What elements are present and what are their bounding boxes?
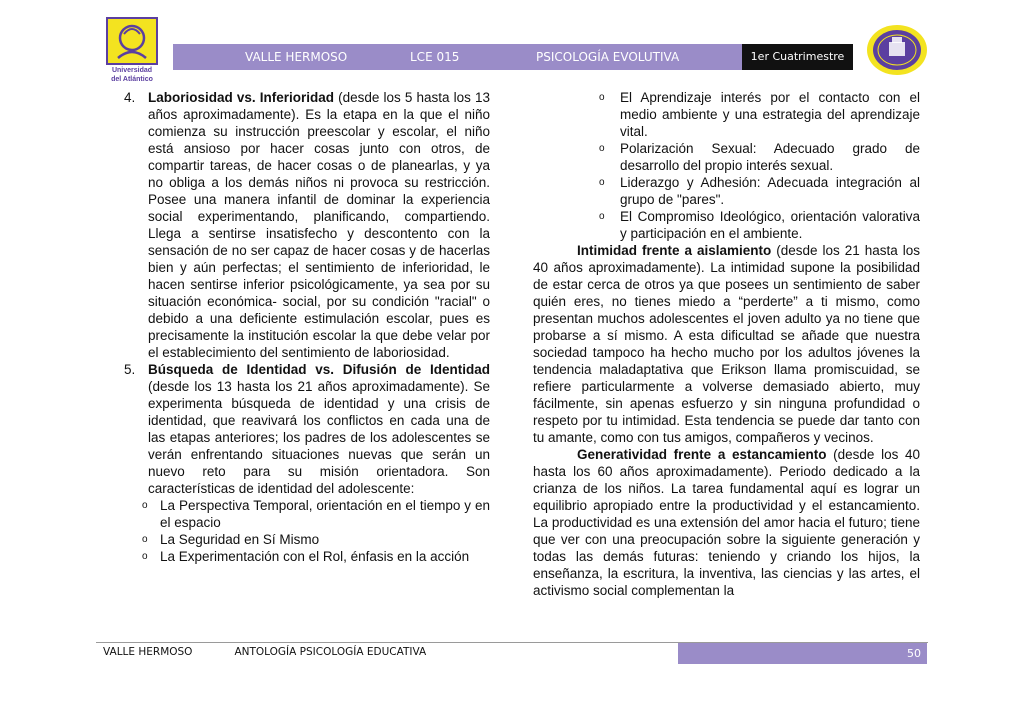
footer-campus: VALLE HERMOSO	[103, 646, 193, 658]
left-column	[118, 89, 490, 565]
footer-title: ANTOLOGÍA PSICOLOGÍA EDUCATIVA	[234, 646, 427, 658]
item-number: 5.	[124, 362, 136, 377]
circle-bullet-icon: o	[599, 92, 605, 103]
paragraph-generatividad	[533, 446, 920, 599]
sub-bullet: o El Compromiso Ideológico, orientación valorativa y participación en el ambiente.	[599, 209, 920, 241]
header-subject: PSICOLOGÍA EVOLUTIVA	[536, 50, 680, 64]
header-program: LCE 015	[410, 50, 460, 64]
item-title: Laboriosidad vs. Inferioridad	[148, 90, 334, 105]
circle-bullet-icon: o	[142, 534, 148, 545]
list-item-4	[118, 89, 490, 361]
right-column	[533, 89, 920, 599]
sub-bullet: o Liderazgo y Adhesión: Adecuada integración al grupo de "pares".	[599, 175, 920, 207]
circle-bullet-icon: o	[599, 211, 605, 222]
paragraph-text: (desde los 40 hasta los 60 años aproximadamente). Periodo dedicado a la crianza de los niños. La tarea fundamental aquí es lograr un equilibrio apropiado entre la productividad y el estancamiento. La productividad es una extensión del amor hacia el futuro; tiene que ver con una preocupación sobre la siguiente generación y todas las demás futuras: teniendo y criando los hijos, la enseñanza, la escritura, la inventiva, las ciencias y las artes, el activismo social complementan la	[533, 447, 920, 598]
paragraph-text: (desde los 21 hasta los 40 años aproximadamente). La intimidad supone la posibilidad de estar cerca de otros ya que posees un sentimiento de saber quién eres, no tienes miedo a “perderte” a ti mismo, como presentan muchos adolescentes el joven adulto ya no tiene que probarse a sí mismo. A esta dificultad se añade que nuestra sociedad tampoco ha hecho mucho por los adultos jóvenes la tendencia maladaptativa que Erikson llama promiscuidad, se refiere particularmente a volverse demasiado abierto, muy fácilmente, sin apenas esfuerzo y sin ninguna profundidad o respeto por tu intimidad. Esta tendencia se puede dar tanto con tu amante, como con tus amigos, compañeros y vecinos.	[533, 243, 920, 445]
svg-text:Universidad: Universidad	[111, 67, 153, 74]
university-logo-left	[104, 16, 160, 86]
circle-bullet-icon: o	[142, 500, 148, 511]
paragraph-intimidad	[533, 242, 920, 446]
item-title: Búsqueda de Identidad vs. Difusión de Identidad	[148, 362, 490, 377]
svg-text:del Atlántico: del Atlántico	[111, 76, 153, 83]
item-number: 4.	[124, 90, 136, 105]
sub-bullet: o Polarización Sexual: Adecuado grado de desarrollo del propio interés sexual.	[599, 141, 920, 173]
footer-text	[103, 646, 468, 658]
sub-bullet: o La Experimentación con el Rol, énfasis en la acción	[142, 549, 470, 564]
footer-bar	[678, 643, 927, 664]
item-text: (desde los 13 hasta los 21 años aproximadamente). Se experimenta búsqueda de identidad y una crisis de identidad, que reavivará los conflictos en cada una de las etapas anteriores; los padres de los adolescentes se verán enfrentando situaciones nuevas que serán un nuevo reto para su misión orientadora. Son características de identidad del adolescente:	[148, 379, 490, 496]
university-seal-right	[866, 24, 928, 76]
sub-bullet: o La Seguridad en Sí Mismo	[142, 532, 320, 547]
page-number: 50	[907, 647, 921, 660]
header-period: 1er Cuatrimestre	[742, 44, 853, 70]
paragraph-title: Generatividad frente a estancamiento	[577, 447, 827, 462]
circle-bullet-icon: o	[142, 551, 148, 562]
circle-bullet-icon: o	[599, 177, 605, 188]
item-text: (desde los 5 hasta los 13 años aproximadamente). Es la etapa en la que el niño comienza su instrucción preescolar y escolar, el niño está ansioso por hacer cosas junto con otros, de compartir tareas, de hacer cosas o de planearlas, y ya no obliga a los demás niños ni provoca su restricción. Posee una manera infantil de dominar la experiencia social experimentando, planificando, compartiendo. Llega a sentirse insatisfecho y descontento con la sensación de no ser capaz de hacer cosas y de hacerlas bien y aún perfectas; el sentimiento de inferioridad, le hacen sentirse inferior psicológicamente, ya sea por su situación económica- social, por su condición "racial" o debido a una deficiente estimulación escolar, pues es precisamente la institución escolar la que debe velar por el establecimiento del sentimiento de laboriosidad.	[148, 90, 490, 360]
sub-bullet: o El Aprendizaje interés por el contacto con el medio ambiente y una estrategia del aprendizaje vital.	[599, 90, 920, 139]
header-campus: VALLE HERMOSO	[245, 50, 348, 64]
circle-bullet-icon: o	[599, 143, 605, 154]
list-item-5	[118, 361, 490, 497]
paragraph-title: Intimidad frente a aislamiento	[577, 243, 772, 258]
sub-bullet: o La Perspectiva Temporal, orientación en el tiempo y en el espacio	[142, 498, 490, 530]
